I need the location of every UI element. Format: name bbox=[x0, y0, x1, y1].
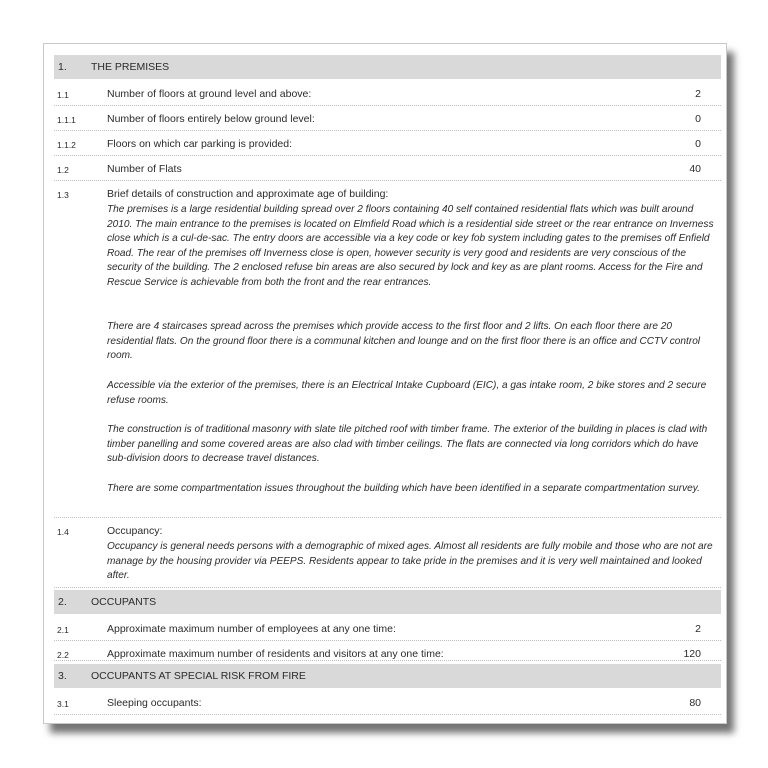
construction-paragraph: The construction is of traditional masonry with slate tile pitched roof with timber frame. The exterior of the building in places is clad with timber panelling and some covered areas are also clad with timber ceilings. The flats are connected via long corridors which do have sub-division doors to decrease travel distances. bbox=[107, 424, 708, 465]
row-number: 3.1 bbox=[57, 699, 69, 709]
construction-paragraph: There are some compartmentation issues throughout the building which have been identified in a separate compartmentation survey. bbox=[107, 483, 700, 494]
row-number: 2.2 bbox=[57, 650, 69, 660]
row-label: Approximate maximum number of residents and visitors at any one time: bbox=[107, 648, 444, 660]
table-row bbox=[54, 109, 721, 131]
row-number: 1.4 bbox=[57, 527, 69, 537]
section-title: OCCUPANTS bbox=[91, 596, 157, 608]
row-number: 1.1 bbox=[57, 90, 69, 100]
row-value: 120 bbox=[683, 648, 701, 660]
construction-paragraph: There are 4 staircases spread across the premises which provide access to the first floor and 2 lifts. On each floor there are 20 residential flats. On the ground floor there is a communal kitchen and lounge and on the first floor there is an office and CCTV control room. bbox=[107, 321, 701, 362]
row-number: 1.1.2 bbox=[57, 140, 76, 150]
row-number: 1.1.1 bbox=[57, 115, 76, 125]
row-number: 1.2 bbox=[57, 165, 69, 175]
table-row bbox=[54, 619, 721, 641]
document-page bbox=[43, 43, 727, 724]
section-number: 1. bbox=[58, 61, 67, 73]
occupancy-paragraph: Occupancy is general needs persons with a demographic of mixed ages. Almost all residents are fully mobile and those who are not are manage by the housing provider via PEEPS. Residents appear to take pride in the premises and it is very well maintained and looked after. bbox=[107, 541, 713, 582]
table-row bbox=[54, 134, 721, 156]
table-row-construction bbox=[54, 184, 721, 518]
row-value: 40 bbox=[689, 163, 701, 175]
section-header-premises bbox=[54, 55, 721, 79]
row-label: Number of floors at ground level and above: bbox=[107, 88, 312, 100]
table-row bbox=[54, 644, 721, 661]
construction-paragraph: Accessible via the exterior of the premises, there is an Electrical Intake Cupboard (EIC), a gas intake room, 2 bike stores and 2 secure refuse rooms. bbox=[107, 380, 707, 406]
row-label: Floors on which car parking is provided: bbox=[107, 138, 293, 150]
row-value: 0 bbox=[695, 138, 701, 150]
section-number: 2. bbox=[58, 596, 67, 608]
table-row bbox=[54, 159, 721, 181]
row-label: Approximate maximum number of employees at any one time: bbox=[107, 623, 396, 635]
row-label: Number of floors entirely below ground level: bbox=[107, 113, 315, 125]
row-number: 1.3 bbox=[57, 190, 69, 200]
row-label: Occupancy: bbox=[107, 525, 163, 537]
row-label: Brief details of construction and approximate age of building: bbox=[107, 188, 389, 200]
row-value: 0 bbox=[695, 113, 701, 125]
row-label: Sleeping occupants: bbox=[107, 697, 202, 709]
section-title: THE PREMISES bbox=[91, 61, 170, 73]
row-label: Number of Flats bbox=[107, 163, 182, 175]
construction-paragraph: The premises is a large residential building spread over 2 floors containing 40 self contained residential flats which was built around 2010. The main entrance to the premises is located on Elmfield Road which is a residential side street or the rear entrance on Inverness close which is a cul-de-sac. The entry doors are accessible via a key code or key fob system including gates to the premises off Enfield Road. The rear of the premises off Inverness close is open, however security is very good and residents are very conscious of the security of the building. The 2 enclosed refuse bin areas are also secured by lock and key as are plant rooms. Access for the Fire and Rescue Service is achievable from both the front and the rear entrances. bbox=[107, 204, 714, 288]
row-value: 2 bbox=[695, 623, 701, 635]
section-header-occupants bbox=[54, 590, 721, 614]
section-title: OCCUPANTS AT SPECIAL RISK FROM FIRE bbox=[91, 670, 306, 682]
row-value: 2 bbox=[695, 88, 701, 100]
section-header-special-risk bbox=[54, 664, 721, 688]
row-value: 80 bbox=[689, 697, 701, 709]
table-row-occupancy bbox=[54, 521, 721, 588]
section-number: 3. bbox=[58, 670, 67, 682]
table-row bbox=[54, 693, 721, 715]
row-number: 2.1 bbox=[57, 625, 69, 635]
table-row bbox=[54, 84, 721, 106]
